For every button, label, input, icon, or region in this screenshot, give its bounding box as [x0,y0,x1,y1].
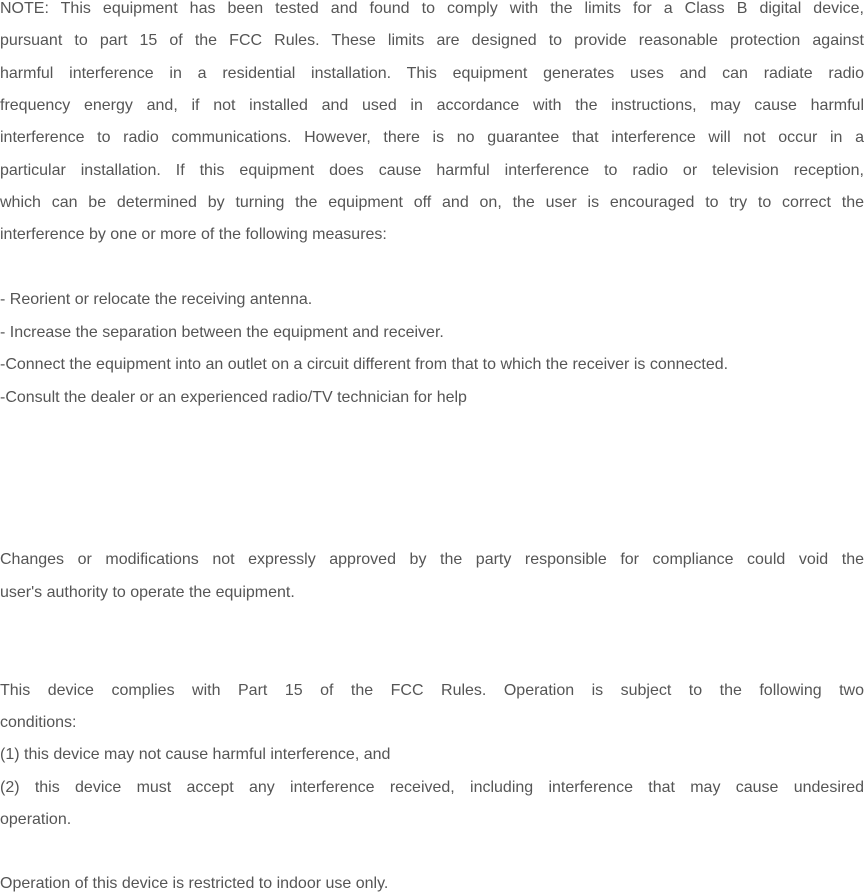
changes-line: user's authority to operate the equipment. [0,584,295,601]
paragraph1-line: pursuant to part 15 of the FCC Rules. These limits are designed to provide reasonable protection against [0,32,864,49]
paragraph1-line: frequency energy and, if not installed and used in accordance with the instructions, may cause harmful [0,97,864,114]
measure-item: - Reorient or relocate the receiving antenna. [0,291,313,308]
compliance-line: operation. [0,811,72,828]
paragraph1-line: NOTE: This equipment has been tested and found to comply with the limits for a Class B digital device, [0,0,864,17]
paragraph1-line: interference to radio communications. However, there is no guarantee that interference will not occur in a [0,129,864,146]
measure-item: - Increase the separation between the equipment and receiver. [0,324,444,341]
changes-line: Changes or modifications not expressly approved by the party responsible for compliance could void the [0,551,864,568]
measure-item: -Connect the equipment into an outlet on a circuit different from that to which the receiver is connected. [0,356,729,373]
compliance-line: conditions: [0,714,77,731]
paragraph1-line: which can be determined by turning the equipment off and on, the user is encouraged to try to correct the [0,194,864,211]
paragraph1-line: particular installation. If this equipment does cause harmful interference to radio or television reception, [0,162,864,179]
indoor-use-note: Operation of this device is restricted to indoor use only. [0,875,389,892]
paragraph1-line: harmful interference in a residential installation. This equipment generates uses and can radiate radio [0,65,864,82]
compliance-line: This device complies with Part 15 of the FCC Rules. Operation is subject to the following two [0,682,864,699]
measure-item: -Consult the dealer or an experienced radio/TV technician for help [0,389,467,406]
compliance-line: (2) this device must accept any interference received, including interference that may cause undesired [0,779,864,796]
paragraph1-line: interference by one or more of the following measures: [0,226,387,243]
compliance-line: (1) this device may not cause harmful interference, and [0,746,391,763]
